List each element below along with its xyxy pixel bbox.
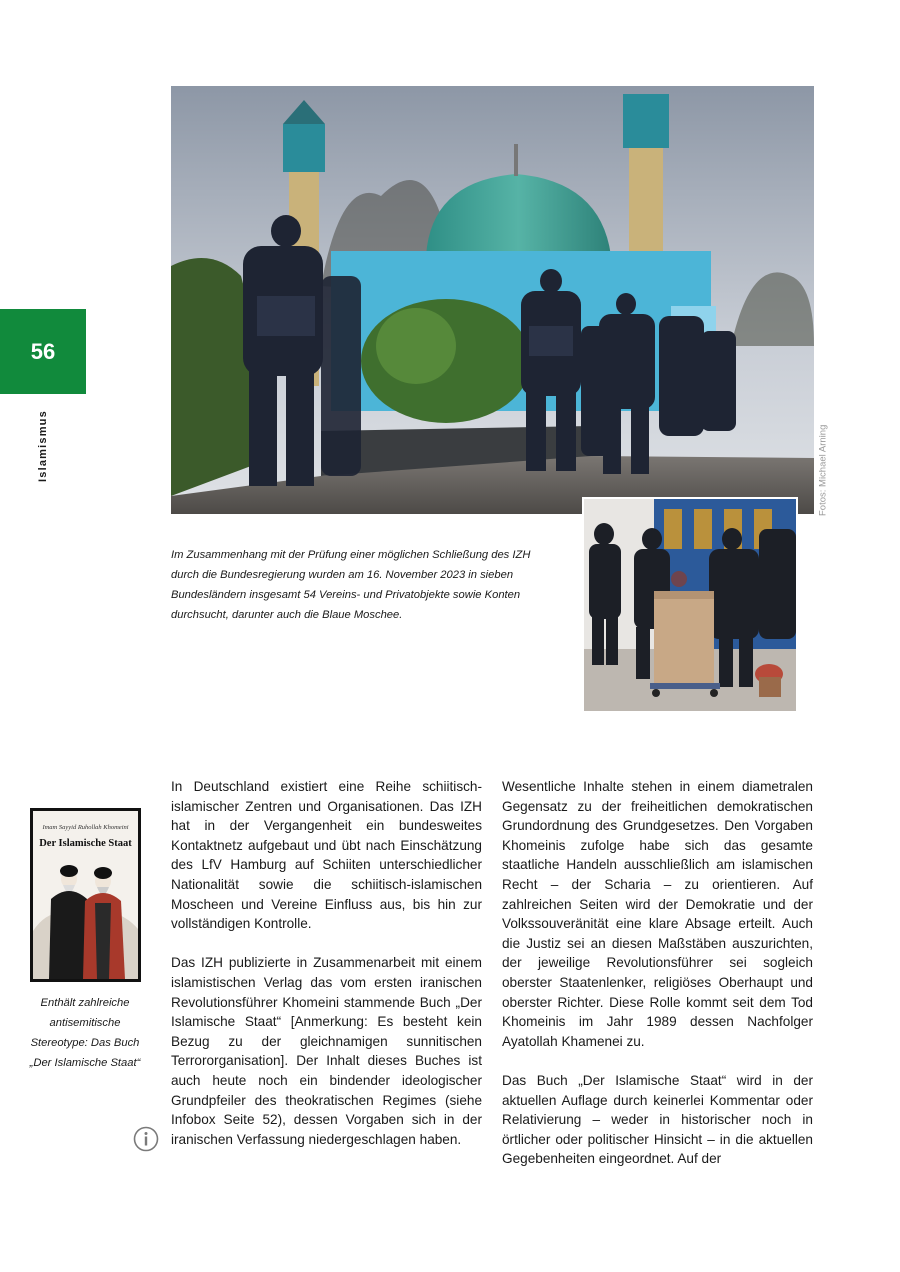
book-caption-line: antisemitische bbox=[49, 1017, 121, 1029]
mosque-police-photo bbox=[171, 86, 814, 514]
photo-caption bbox=[171, 545, 553, 625]
body-paragraph: Wesentliche Inhalte stehen in einem diametralen Gegensatz zu der freiheitlichen demokratischen Grundordnung des Grundgesetzes. Den Vorgaben Khomeinis zufolge habe sich das gesamte staatliche Handeln ausschließlich am islamischen Recht – der Scharia – zu orientieren. Auf zahlreichen Seiten wird der Demokratie und der Volkssouveränität eine klare Absage erteilt. Auch die Justiz sei an diesen Maßstäben auszurichten, der jeweilige Revolutionsführer sei sogleich oberster Staatenlenker, religiöses Oberhaupt und oberster Richter. Diese Rolle kommt seit dem Tod Khomeinis im Jahr 1989 dessen Nachfolger Ayatollah Khamenei zu. bbox=[502, 779, 813, 1049]
police-box-illustration bbox=[584, 499, 796, 711]
body-column-right bbox=[502, 777, 813, 1169]
body-paragraph: Das IZH publizierte in Zusammenarbeit mit einem islamistischen Verlag das vom ersten iranischen Revolutionsführer Khomeini stammende Buch „Der Islamische Staat“ [Anmerkung: Es besteht kein Bezug zu der gleichnamigen sunnitischen Terrororganisation]. Der Inhalt dieses Buches ist auch heute noch ein bindender ideologischer Grundpfeiler des theokratischen Regimes (siehe Infobox Seite 52), dessen Vorgaben sich in der iranischen Verfassung niedergeschlagen haben. bbox=[171, 955, 482, 1147]
book-caption bbox=[20, 993, 150, 1073]
photo-credit bbox=[816, 410, 830, 516]
body-paragraph: Das Buch „Der Islamische Staat“ wird in der aktuellen Auflage durch keinerlei Kommentar oder Relativierung – weder in historischer noch in örtlicher oder politischer Hinsicht – in die aktuellen Gegebenheiten eingeordnet. Auf der bbox=[502, 1072, 813, 1167]
page-number-tab bbox=[0, 309, 86, 394]
caption-line: durchsucht, darunter auch die Blaue Moschee. bbox=[171, 609, 403, 621]
book-caption-line: „Der Islamische Staat“ bbox=[29, 1057, 141, 1069]
caption-line: durch die Bundesregierung wurden am 16. November 2023 in sieben bbox=[171, 569, 514, 581]
book-caption-line: Enthält zahlreiche bbox=[40, 997, 130, 1009]
caption-line: Im Zusammenhang mit der Prüfung einer möglichen Schließung des IZH bbox=[171, 549, 531, 561]
section-label bbox=[34, 410, 52, 490]
book-author: Imam Sayyid Ruhollah Khomeini bbox=[42, 824, 129, 831]
body-column-left bbox=[171, 777, 482, 1149]
mosque-photo-illustration bbox=[171, 86, 814, 514]
body-paragraph: In Deutschland existiert eine Reihe schiitisch-islamischer Zentren und Organisationen. Das IZH hat in der Vergangenheit ein bundesweites Kontaktnetz aufgebaut und übt nach Einschätzung des LfV Hamburg auf Schiiten unterschiedlicher Nationalität sowie die schiitisch-islamischen Moscheen und Vereine Einfluss aus, bis hin zur vollständigen Kontrolle. bbox=[171, 779, 482, 932]
book-cover bbox=[30, 808, 141, 982]
book-caption-line: Stereotype: Das Buch bbox=[30, 1037, 140, 1049]
caption-line: Bundesländern insgesamt 54 Vereins- und Privatobjekte sowie Konten bbox=[171, 589, 521, 601]
police-carry-box-photo bbox=[582, 497, 798, 713]
photo-credit-text: Fotos: Michael Arning bbox=[817, 424, 829, 516]
info-circle-icon bbox=[133, 1126, 159, 1152]
page-number: 56 bbox=[30, 338, 56, 364]
book-cover-illustration bbox=[33, 811, 138, 979]
section-label-text: Islamismus bbox=[37, 410, 49, 482]
book-title: Der Islamische Staat bbox=[39, 838, 132, 849]
